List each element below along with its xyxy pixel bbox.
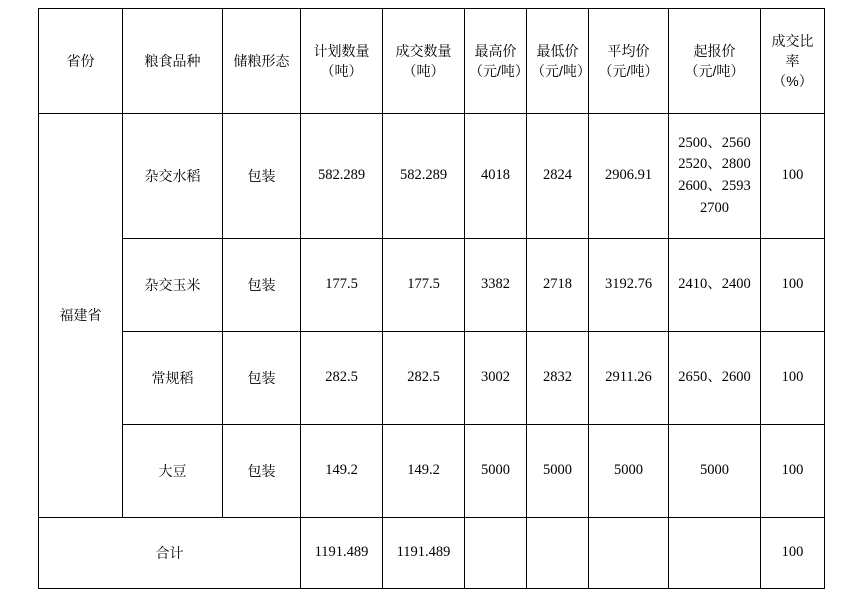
starting-price-line: 2700 xyxy=(700,199,729,216)
cell-deal-ratio: 100 xyxy=(761,114,825,239)
column-header-highest-price xyxy=(465,9,527,114)
cell-variety: 杂交水稻 xyxy=(123,114,223,239)
cell-dealt-quantity: 282.5 xyxy=(383,332,465,425)
cell-planned-quantity: 582.289 xyxy=(301,114,383,239)
column-header-storage-form xyxy=(223,9,301,114)
table-row xyxy=(39,332,825,425)
cell-average-price: 5000 xyxy=(589,425,669,518)
header-line: 计划数量 xyxy=(313,42,370,59)
cell-dealt-quantity: 582.289 xyxy=(383,114,465,239)
column-header-grain-variety xyxy=(123,9,223,114)
table-body xyxy=(39,114,825,589)
table-header xyxy=(39,9,825,114)
cell-lowest-price: 5000 xyxy=(527,425,589,518)
cell-total-highest-price xyxy=(465,518,527,589)
grain-auction-table xyxy=(38,8,825,589)
table-row xyxy=(39,425,825,518)
header-line-unit: （%） xyxy=(772,73,813,90)
column-header-lowest-price xyxy=(527,9,589,114)
cell-average-price: 2911.26 xyxy=(589,332,669,425)
table-row xyxy=(39,114,825,239)
cell-total-planned-quantity: 1191.489 xyxy=(301,518,383,589)
column-header-starting-price xyxy=(669,9,761,114)
cell-total-deal-ratio: 100 xyxy=(761,518,825,589)
header-line: 省份 xyxy=(66,52,95,69)
cell-deal-ratio: 100 xyxy=(761,425,825,518)
cell-lowest-price: 2832 xyxy=(527,332,589,425)
column-header-dealt-quantity xyxy=(383,9,465,114)
cell-starting-price xyxy=(669,332,761,425)
cell-variety: 大豆 xyxy=(123,425,223,518)
cell-storage-form: 包装 xyxy=(223,114,301,239)
header-line: 最低价 xyxy=(536,42,579,59)
table-row xyxy=(39,239,825,332)
cell-variety: 常规稻 xyxy=(123,332,223,425)
header-line: 粮食品种 xyxy=(144,52,201,69)
cell-total-label: 合计 xyxy=(39,518,301,589)
cell-average-price: 3192.76 xyxy=(589,239,669,332)
cell-planned-quantity: 282.5 xyxy=(301,332,383,425)
cell-storage-form: 包装 xyxy=(223,425,301,518)
starting-price-line: 2520、2800 xyxy=(678,156,751,173)
cell-dealt-quantity: 177.5 xyxy=(383,239,465,332)
starting-price-line: 2600、2593 xyxy=(678,178,751,194)
header-line: 起报价 xyxy=(693,42,736,59)
header-line: 储粮形态 xyxy=(233,52,290,69)
header-line-unit: （元/吨） xyxy=(598,63,659,79)
cell-average-price: 2906.91 xyxy=(589,114,669,239)
column-header-deal-ratio xyxy=(761,9,825,114)
header-line: 平均价 xyxy=(607,42,650,59)
cell-starting-price xyxy=(669,114,761,239)
header-line-unit: （吨） xyxy=(402,63,445,79)
cell-lowest-price: 2718 xyxy=(527,239,589,332)
cell-total-lowest-price xyxy=(527,518,589,589)
cell-highest-price: 4018 xyxy=(465,114,527,239)
cell-variety: 杂交玉米 xyxy=(123,239,223,332)
cell-starting-price xyxy=(669,425,761,518)
cell-deal-ratio: 100 xyxy=(761,239,825,332)
table-total-row xyxy=(39,518,825,589)
starting-price-line: 5000 xyxy=(700,462,729,479)
header-line-unit: （元/吨） xyxy=(469,63,529,79)
cell-planned-quantity: 177.5 xyxy=(301,239,383,332)
starting-price-line: 2650、2600 xyxy=(678,369,751,386)
cell-storage-form: 包装 xyxy=(223,239,301,332)
cell-deal-ratio: 100 xyxy=(761,332,825,425)
cell-highest-price: 5000 xyxy=(465,425,527,518)
cell-province: 福建省 xyxy=(39,114,123,518)
cell-lowest-price: 2824 xyxy=(527,114,589,239)
cell-storage-form: 包装 xyxy=(223,332,301,425)
cell-highest-price: 3382 xyxy=(465,239,527,332)
header-line-unit: （元/吨） xyxy=(684,63,745,79)
column-header-province xyxy=(39,9,123,114)
header-line: 成交比率 xyxy=(771,32,814,69)
header-line: 最高价 xyxy=(474,42,517,59)
cell-highest-price: 3002 xyxy=(465,332,527,425)
header-row xyxy=(39,9,825,114)
cell-total-average-price xyxy=(589,518,669,589)
cell-planned-quantity: 149.2 xyxy=(301,425,383,518)
cell-dealt-quantity: 149.2 xyxy=(383,425,465,518)
cell-total-starting-price xyxy=(669,518,761,589)
column-header-average-price xyxy=(589,9,669,114)
header-line: 成交数量 xyxy=(395,42,452,59)
cell-total-dealt-quantity: 1191.489 xyxy=(383,518,465,589)
starting-price-line: 2500、2560 xyxy=(678,134,751,151)
header-line-unit: （吨） xyxy=(320,63,363,79)
starting-price-line: 2410、2400 xyxy=(678,276,751,293)
column-header-planned-quantity xyxy=(301,9,383,114)
cell-starting-price xyxy=(669,239,761,332)
header-line-unit: （元/吨） xyxy=(531,63,591,79)
